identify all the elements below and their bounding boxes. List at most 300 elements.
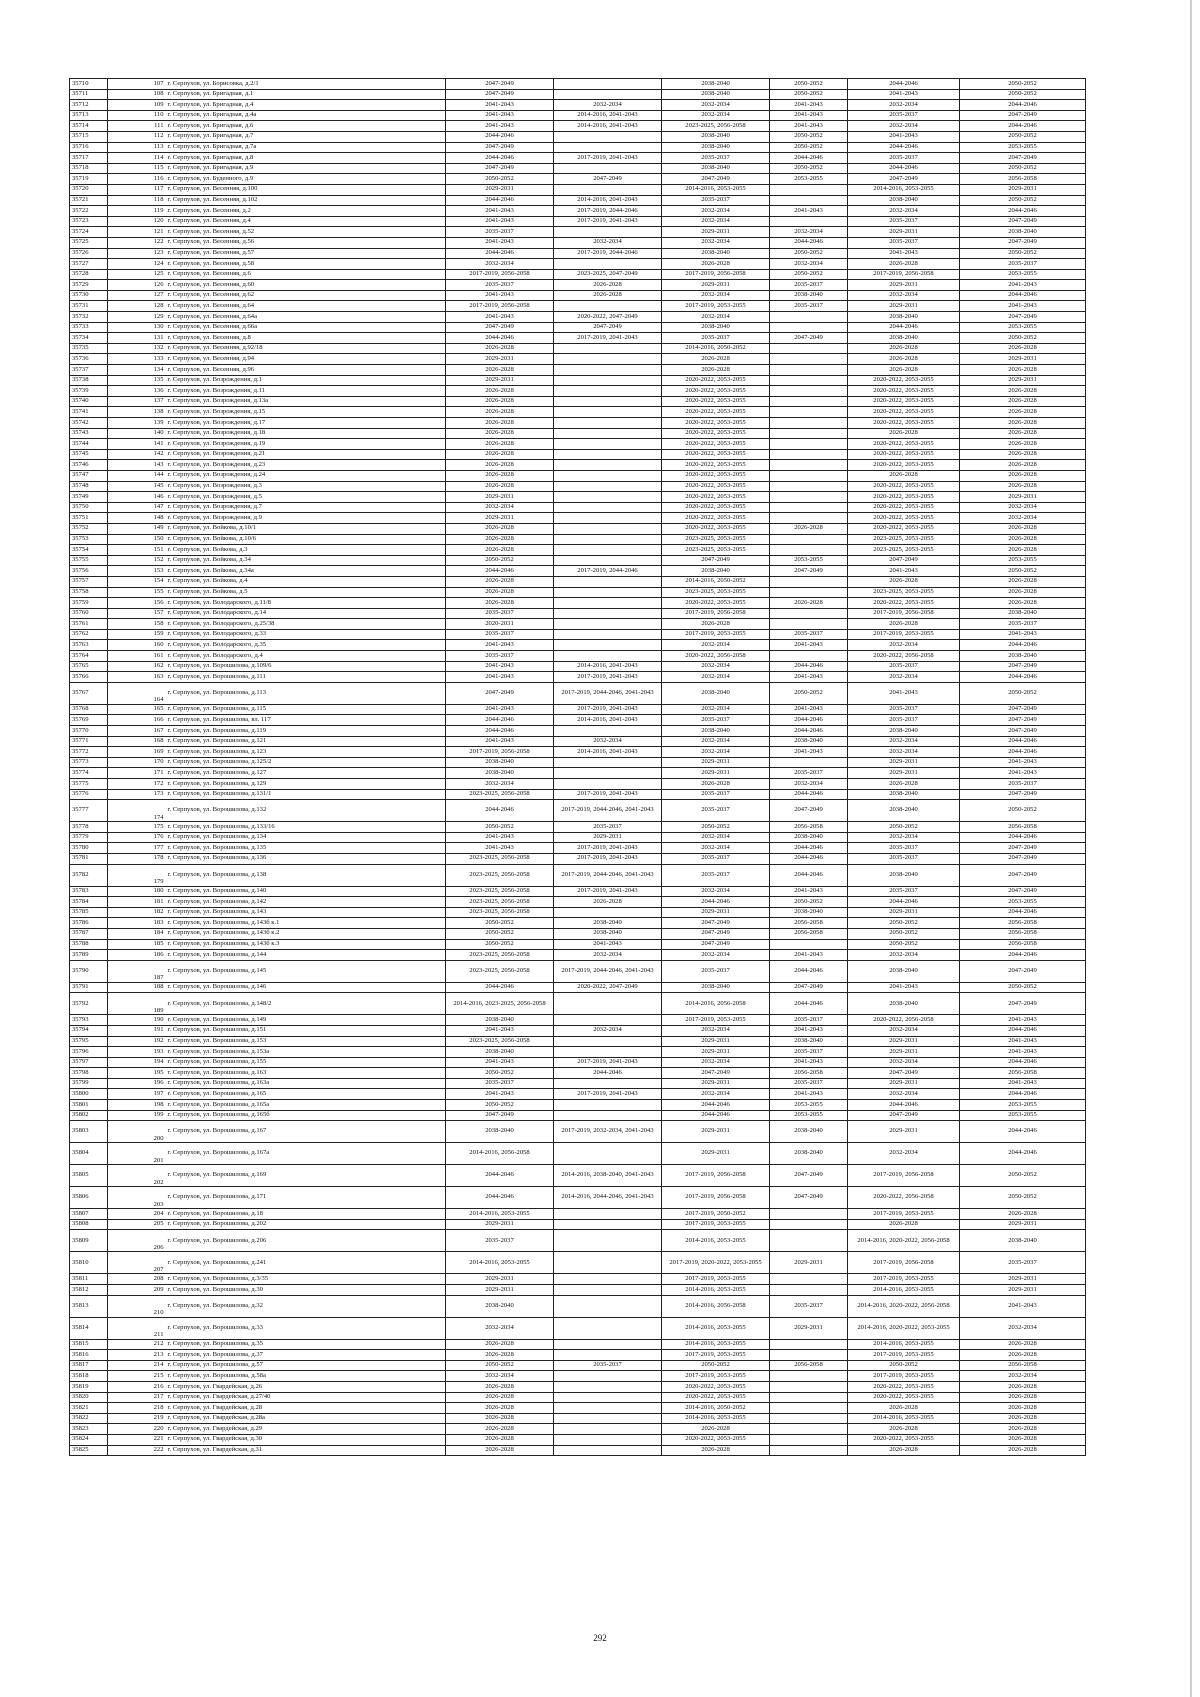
period-cell: 2038-2040 [662, 79, 770, 90]
table-row [70, 163, 1086, 174]
row-id: 35741 [70, 407, 108, 418]
period-cell: 2026-2028 [960, 1434, 1086, 1445]
period-cell: 2020-2022, 2053-2055 [848, 418, 960, 429]
period-cell [554, 555, 662, 566]
period-cell: 2047-2049 [446, 163, 554, 174]
period-cell: 2041-2043 [770, 121, 848, 132]
period-cell [554, 1100, 662, 1111]
period-cell: 2029-2031 [848, 907, 960, 918]
period-cell: 2050-2052 [446, 1360, 554, 1371]
period-cell: 2026-2028 [960, 1339, 1086, 1350]
period-cell [554, 1350, 662, 1361]
period-cell: 2047-2049 [554, 322, 662, 333]
address-cell: г. Серпухов, ул. Ворошилова, д.151 [166, 1025, 446, 1036]
row-id: 35816 [70, 1350, 108, 1361]
row-id: 35761 [70, 619, 108, 630]
table-row [70, 651, 1086, 662]
period-cell: 2020-2022, 2053-2055 [848, 513, 960, 524]
period-cell: 2038-2040 [662, 682, 770, 704]
period-cell: 2029-2031 [662, 757, 770, 768]
period-cell: 2029-2031 [662, 907, 770, 918]
period-cell: 2026-2028 [662, 1445, 770, 1456]
period-cell: 2035-2037 [848, 237, 960, 248]
period-cell [554, 1285, 662, 1296]
address-cell: г. Серпухов, ул. Бригадная, д.4 [166, 100, 446, 111]
period-cell: 2041-2043 [446, 640, 554, 651]
row-id: 35746 [70, 460, 108, 471]
period-cell: 2026-2028 [960, 449, 1086, 460]
address-cell: г. Серпухов, ул. Ворошилова, д.145 [166, 960, 446, 982]
row-number: 163 [108, 672, 166, 683]
period-cell: 2047-2049 [770, 1165, 848, 1187]
period-cell: 2029-2031 [446, 184, 554, 195]
period-cell: 2050-2052 [446, 555, 554, 566]
period-cell: 2020-2022, 2056-2058 [848, 651, 960, 662]
address-cell: г. Серпухов, ул. Ворошилова, д.132 [166, 800, 446, 822]
period-cell [770, 1339, 848, 1350]
row-number: 208 [108, 1274, 166, 1285]
period-cell: 2041-2043 [446, 704, 554, 715]
period-cell: 2014-2016, 2050-2052 [662, 1403, 770, 1414]
table-row [70, 1392, 1086, 1403]
period-cell [554, 534, 662, 545]
row-number: 131 [108, 333, 166, 344]
period-cell: 2026-2028 [848, 1424, 960, 1435]
period-cell: 2053-2055 [770, 555, 848, 566]
table-row [70, 576, 1086, 587]
period-cell: 2029-2031 [446, 1285, 554, 1296]
row-id: 35733 [70, 322, 108, 333]
address-cell: г. Серпухов, ул. Возрождения, д.9 [166, 513, 446, 524]
period-cell: 2035-2037 [554, 1360, 662, 1371]
period-cell: 2035-2037 [662, 853, 770, 864]
row-number: 180 [108, 886, 166, 897]
period-cell [554, 608, 662, 619]
period-cell: 2044-2046 [770, 237, 848, 248]
period-cell: 2044-2046 [960, 121, 1086, 132]
row-number: 159 [108, 629, 166, 640]
period-cell: 2014-2016, 2053-2055 [662, 1339, 770, 1350]
period-cell: 2014-2016, 2020-2022, 2053-2055 [848, 1317, 960, 1339]
period-cell: 2032-2034 [662, 832, 770, 843]
address-cell: г. Серпухов, ул. Бригадная, д.6 [166, 121, 446, 132]
period-cell: 2020-2022, 2053-2055 [848, 1392, 960, 1403]
period-cell: 2044-2046 [770, 843, 848, 854]
period-cell: 2017-2019, 2041-2043 [554, 672, 662, 683]
period-cell: 2038-2040 [770, 907, 848, 918]
period-cell: 2026-2028 [446, 598, 554, 609]
period-cell: 2029-2031 [662, 1078, 770, 1089]
address-cell: г. Серпухов, ул. Ворошилова, д.149 [166, 1015, 446, 1026]
row-id: 35710 [70, 79, 108, 90]
table-row [70, 79, 1086, 90]
period-cell: 2047-2049 [554, 174, 662, 185]
table-row [70, 365, 1086, 376]
period-cell: 2014-2016, 2020-2022, 2056-2058 [848, 1230, 960, 1252]
row-id: 35773 [70, 757, 108, 768]
period-cell: 2044-2046 [960, 290, 1086, 301]
period-cell: 2047-2049 [662, 928, 770, 939]
period-cell: 2032-2034 [554, 100, 662, 111]
period-cell: 2035-2037 [662, 800, 770, 822]
address-cell: г. Серпухов, ул. Гвардейская, д.31 [166, 1445, 446, 1456]
table-row [70, 1209, 1086, 1220]
period-cell: 2041-2043 [770, 1025, 848, 1036]
period-cell: 2032-2034 [662, 290, 770, 301]
row-number: 158 [108, 619, 166, 630]
table-row [70, 100, 1086, 111]
address-cell: г. Серпухов, ул. Весенняя, д.96 [166, 365, 446, 376]
address-cell: г. Серпухов, ул. Ворошилова, д.143б к.1 [166, 918, 446, 929]
period-cell: 2014-2016, 2053-2055 [662, 1230, 770, 1252]
period-cell: 2020-2022, 2053-2055 [662, 1382, 770, 1393]
table-row [70, 322, 1086, 333]
period-cell: 2041-2043 [446, 312, 554, 323]
period-cell [770, 619, 848, 630]
table-row [70, 1317, 1086, 1339]
period-cell: 2050-2052 [446, 1068, 554, 1079]
period-cell: 2026-2028 [446, 1434, 554, 1445]
table-row [70, 354, 1086, 365]
period-cell: 2032-2034 [848, 1143, 960, 1165]
address-cell: г. Серпухов, ул. Войкова, д.4 [166, 576, 446, 587]
period-cell [770, 184, 848, 195]
period-cell: 2035-2037 [960, 259, 1086, 270]
period-cell: 2032-2034 [770, 227, 848, 238]
address-cell: г. Серпухов, ул. Ворошилова, д.138 [166, 864, 446, 886]
table-row [70, 534, 1086, 545]
period-cell: 2014-2016, 2050-2052 [662, 343, 770, 354]
row-id: 35809 [70, 1230, 108, 1252]
row-number: 160 [108, 640, 166, 651]
row-id: 35764 [70, 651, 108, 662]
row-number: 157 [108, 608, 166, 619]
table-row [70, 950, 1086, 961]
period-cell: 2038-2040 [770, 736, 848, 747]
table-row [70, 629, 1086, 640]
period-cell: 2041-2043 [446, 1025, 554, 1036]
period-cell: 2050-2052 [960, 982, 1086, 993]
period-cell: 2029-2031 [770, 1317, 848, 1339]
period-cell: 2014-2016, 2056-2058 [662, 1295, 770, 1317]
row-number: 200 [108, 1121, 166, 1143]
address-cell: г. Серпухов, ул. Ворошилова, д.119 [166, 726, 446, 737]
period-cell: 2029-2031 [960, 1219, 1086, 1230]
period-cell: 2026-2028 [446, 470, 554, 481]
period-cell: 2017-2019, 2053-2055 [662, 1015, 770, 1026]
period-cell: 2047-2049 [960, 864, 1086, 886]
period-cell: 2026-2028 [446, 407, 554, 418]
period-cell: 2020-2022, 2053-2055 [662, 470, 770, 481]
period-cell: 2032-2034 [848, 832, 960, 843]
row-number: 118 [108, 195, 166, 206]
period-cell: 2014-2016, 2053-2055 [848, 184, 960, 195]
address-cell: г. Серпухов, ул. Ворошилова, д.165а [166, 1100, 446, 1111]
row-id: 35821 [70, 1403, 108, 1414]
table-row [70, 428, 1086, 439]
period-cell: 2026-2028 [960, 545, 1086, 556]
row-number: 148 [108, 513, 166, 524]
period-cell [554, 1295, 662, 1317]
period-cell: 2050-2052 [848, 928, 960, 939]
address-cell: г. Серпухов, ул. Володарского, д.4 [166, 651, 446, 662]
period-cell: 2047-2049 [960, 237, 1086, 248]
period-cell: 2047-2049 [960, 110, 1086, 121]
period-cell [554, 545, 662, 556]
schedule-table [69, 78, 1086, 1456]
period-cell: 2026-2028 [848, 1219, 960, 1230]
address-cell: г. Серпухов, ул. Бригадная, д.7 [166, 131, 446, 142]
period-cell: 2017-2019, 2044-2046, 2041-2043 [554, 960, 662, 982]
period-cell: 2032-2034 [662, 1089, 770, 1100]
period-cell [770, 1209, 848, 1220]
period-cell: 2032-2034 [848, 640, 960, 651]
period-cell: 2035-2037 [770, 1078, 848, 1089]
period-cell: 2020-2022, 2053-2055 [848, 396, 960, 407]
period-cell [554, 449, 662, 460]
address-cell: г. Серпухов, ул. Бригадная, д.9 [166, 163, 446, 174]
period-cell: 2026-2028 [848, 1445, 960, 1456]
address-cell: г. Серпухов, ул. Ворошилова, д.165 [166, 1089, 446, 1100]
period-cell: 2026-2028 [446, 365, 554, 376]
period-cell: 2041-2043 [770, 672, 848, 683]
table-row [70, 1424, 1086, 1435]
period-cell: 2026-2028 [554, 280, 662, 291]
period-cell: 2035-2037 [848, 110, 960, 121]
period-cell: 2053-2055 [960, 322, 1086, 333]
table-row [70, 195, 1086, 206]
period-cell [554, 1445, 662, 1456]
period-cell: 2041-2043 [770, 100, 848, 111]
row-id: 35734 [70, 333, 108, 344]
period-cell: 2026-2028 [960, 418, 1086, 429]
address-cell: г. Серпухов, ул. Ворошилова, д.127 [166, 768, 446, 779]
period-cell: 2047-2049 [960, 886, 1086, 897]
period-cell: 2050-2052 [960, 195, 1086, 206]
period-cell: 2017-2019, 2041-2043 [554, 843, 662, 854]
period-cell: 2035-2037 [770, 280, 848, 291]
period-cell: 2041-2043 [770, 886, 848, 897]
address-cell: г. Серпухов, ул. Ворошилова, д.111 [166, 672, 446, 683]
period-cell: 2038-2040 [662, 163, 770, 174]
period-cell: 2035-2037 [446, 629, 554, 640]
row-id: 35793 [70, 1015, 108, 1026]
period-cell [554, 1424, 662, 1435]
period-cell [554, 131, 662, 142]
row-id: 35812 [70, 1285, 108, 1296]
period-cell: 2038-2040 [848, 993, 960, 1015]
period-cell: 2026-2028 [960, 428, 1086, 439]
table-row [70, 682, 1086, 704]
period-cell: 2047-2049 [446, 79, 554, 90]
period-cell: 2020-2022, 2053-2055 [848, 439, 960, 450]
period-cell: 2044-2046 [770, 789, 848, 800]
period-cell: 2020-2022, 2053-2055 [662, 492, 770, 503]
period-cell: 2038-2040 [662, 322, 770, 333]
period-cell: 2044-2046 [662, 897, 770, 908]
period-cell: 2038-2040 [446, 1295, 554, 1317]
row-number: 116 [108, 174, 166, 185]
period-cell: 2029-2031 [662, 1047, 770, 1058]
row-id: 35715 [70, 131, 108, 142]
period-cell [770, 418, 848, 429]
period-cell: 2050-2052 [848, 939, 960, 950]
row-number: 183 [108, 918, 166, 929]
address-cell: г. Серпухов, ул. Весенняя, д.60 [166, 280, 446, 291]
period-cell: 2014-2016, 2053-2055 [848, 1285, 960, 1296]
table-row [70, 661, 1086, 672]
table-row [70, 259, 1086, 270]
period-cell: 2032-2034 [960, 1317, 1086, 1339]
row-number: 177 [108, 843, 166, 854]
period-cell: 2044-2046 [662, 1100, 770, 1111]
table-row [70, 333, 1086, 344]
period-cell: 2020-2022, 2053-2055 [848, 523, 960, 534]
period-cell: 2020-2022, 2053-2055 [662, 449, 770, 460]
address-cell: г. Серпухов, ул. Ворошилова, д.241 [166, 1252, 446, 1274]
row-id: 35802 [70, 1110, 108, 1121]
row-id: 35760 [70, 608, 108, 619]
table-row [70, 619, 1086, 630]
period-cell [554, 907, 662, 918]
table-row [70, 110, 1086, 121]
row-id: 35811 [70, 1274, 108, 1285]
address-cell: г. Серпухов, ул. Ворошилова, д.129 [166, 779, 446, 790]
address-cell: г. Серпухов, ул. Ворошилова, д.30 [166, 1285, 446, 1296]
address-cell: г. Серпухов, ул. Ворошилова, д.169 [166, 1165, 446, 1187]
period-cell: 2026-2028 [960, 1392, 1086, 1403]
period-cell: 2032-2034 [662, 312, 770, 323]
period-cell: 2050-2052 [960, 1165, 1086, 1187]
period-cell: 2041-2043 [446, 290, 554, 301]
period-cell: 2050-2052 [960, 131, 1086, 142]
table-row [70, 1371, 1086, 1382]
period-cell: 2029-2031 [848, 768, 960, 779]
period-cell: 2038-2040 [446, 1121, 554, 1143]
period-cell: 2020-2022, 2053-2055 [662, 407, 770, 418]
period-cell: 2014-2016, 2053-2055 [848, 1413, 960, 1424]
period-cell [554, 651, 662, 662]
row-id: 35754 [70, 545, 108, 556]
period-cell: 2026-2028 [446, 1413, 554, 1424]
period-cell [554, 1403, 662, 1414]
row-id: 35718 [70, 163, 108, 174]
address-cell: г. Серпухов, ул. Ворошилова, д.167 [166, 1121, 446, 1143]
row-number: 221 [108, 1434, 166, 1445]
period-cell: 2020-2022, 2056-2058 [662, 651, 770, 662]
period-cell: 2047-2049 [960, 960, 1086, 982]
period-cell: 2032-2034 [770, 259, 848, 270]
row-id: 35813 [70, 1295, 108, 1317]
period-cell: 2026-2028 [848, 354, 960, 365]
row-id: 35804 [70, 1143, 108, 1165]
period-cell: 2047-2049 [960, 312, 1086, 323]
table-row [70, 174, 1086, 185]
row-id: 35823 [70, 1424, 108, 1435]
row-id: 35782 [70, 864, 108, 886]
table-row [70, 566, 1086, 577]
period-cell [554, 375, 662, 386]
period-cell: 2032-2034 [662, 672, 770, 683]
address-cell: г. Серпухов, ул. Ворошилова, д.123 [166, 747, 446, 758]
row-number: 154 [108, 576, 166, 587]
period-cell: 2014-2016, 2053-2055 [662, 184, 770, 195]
period-cell: 2044-2046 [848, 322, 960, 333]
row-id: 35731 [70, 301, 108, 312]
period-cell: 2044-2046 [770, 853, 848, 864]
table-row [70, 853, 1086, 864]
period-cell: 2026-2028 [960, 587, 1086, 598]
period-cell [554, 1339, 662, 1350]
address-cell: г. Серпухов, ул. Весенняя, д.64а [166, 312, 446, 323]
row-number: 128 [108, 301, 166, 312]
row-number: 141 [108, 439, 166, 450]
table-row [70, 800, 1086, 822]
period-cell [770, 1413, 848, 1424]
period-cell [770, 365, 848, 376]
period-cell: 2035-2037 [848, 843, 960, 854]
period-cell: 2014-2016, 2053-2055 [662, 1285, 770, 1296]
address-cell: г. Серпухов, ул. Бригадная, д.4а [166, 110, 446, 121]
row-id: 35768 [70, 704, 108, 715]
row-id: 35729 [70, 280, 108, 291]
period-cell: 2026-2028 [446, 1424, 554, 1435]
address-cell: г. Серпухов, ул. Весенняя, д.58 [166, 259, 446, 270]
address-cell: г. Серпухов, ул. Возрождения, д.7 [166, 502, 446, 513]
period-cell: 2050-2052 [662, 1360, 770, 1371]
address-cell: г. Серпухов, ул. Гвардейская, д.30 [166, 1434, 446, 1445]
period-cell: 2032-2034 [446, 1317, 554, 1339]
period-cell: 2032-2034 [662, 206, 770, 217]
row-number: 189 [108, 993, 166, 1015]
table-row [70, 1445, 1086, 1456]
table-row [70, 227, 1086, 238]
row-id: 35780 [70, 843, 108, 854]
period-cell: 2020-2022, 2053-2055 [848, 386, 960, 397]
address-cell: г. Серпухов, ул. Весенняя, д.56 [166, 237, 446, 248]
table-row [70, 897, 1086, 908]
period-cell: 2026-2028 [446, 428, 554, 439]
address-cell: г. Серпухов, ул. Ворошилова, д.155 [166, 1057, 446, 1068]
address-cell: г. Серпухов, ул. Володарского, д.14 [166, 608, 446, 619]
period-cell: 2050-2052 [960, 89, 1086, 100]
period-cell: 2020-2022, 2053-2055 [662, 439, 770, 450]
period-cell: 2035-2037 [848, 715, 960, 726]
period-cell: 2050-2052 [770, 248, 848, 259]
period-cell: 2026-2028 [770, 598, 848, 609]
row-number: 108 [108, 89, 166, 100]
period-cell [770, 1434, 848, 1445]
address-cell: г. Серпухов, ул. Весенняя, д.6 [166, 269, 446, 280]
table-row [70, 1025, 1086, 1036]
period-cell: 2023-2025, 2053-2055 [848, 534, 960, 545]
period-cell: 2056-2058 [960, 822, 1086, 833]
period-cell [554, 513, 662, 524]
row-id: 35717 [70, 153, 108, 164]
period-cell: 2050-2052 [960, 800, 1086, 822]
period-cell: 2026-2028 [446, 1339, 554, 1350]
period-cell: 2032-2034 [554, 237, 662, 248]
table-row [70, 1121, 1086, 1143]
period-cell: 2044-2046 [446, 131, 554, 142]
row-id: 35799 [70, 1078, 108, 1089]
period-cell: 2038-2040 [662, 982, 770, 993]
period-cell: 2029-2031 [848, 227, 960, 238]
table-row [70, 789, 1086, 800]
period-cell [554, 1392, 662, 1403]
period-cell: 2050-2052 [770, 142, 848, 153]
period-cell [770, 407, 848, 418]
